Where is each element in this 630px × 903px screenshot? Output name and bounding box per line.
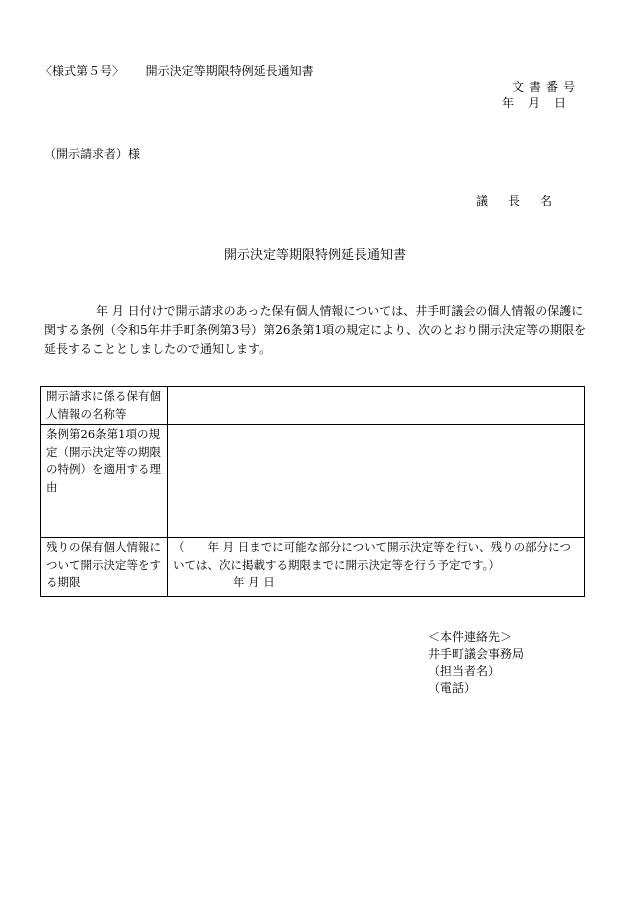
contact-person: （担当者名） xyxy=(428,664,501,678)
document-title: 開示決定等期限特例延長通知書 xyxy=(223,248,406,263)
table-row xyxy=(41,425,585,538)
form-number: 〈様式第５号〉 xyxy=(40,64,125,78)
table-row xyxy=(41,387,585,425)
document-number-label: 文書番号 xyxy=(511,80,580,94)
row-value xyxy=(168,387,585,425)
contact-heading: ＜本件連絡先＞ xyxy=(428,630,513,644)
form-header xyxy=(40,64,314,78)
contact-office: 井手町議会事務局 xyxy=(428,647,525,661)
row-value-cell xyxy=(168,538,585,597)
row-label: 残りの保有個人情報について開示決定等をする期限 xyxy=(41,538,168,597)
row-value: （ 年 月 日までに可能な部分について開示決定等を行い、残りの部分については、次に掲載する期限までに開示決定等を行う予定です。） xyxy=(173,540,571,572)
row-value xyxy=(168,425,585,538)
contact-phone: （電話） xyxy=(428,681,477,695)
contact-block xyxy=(428,629,524,697)
row-label: 条例第26条第1項の規定（開示決定等の期限の特例）を適用する理由 xyxy=(41,425,168,538)
table-row xyxy=(41,538,585,597)
row-label: 開示請求に係る保有個人情報の名称等 xyxy=(41,387,168,425)
deadline-date: 年 月 日 xyxy=(233,575,275,589)
date-label: 年月日 xyxy=(501,96,580,110)
chair-name: 議長名 xyxy=(475,194,572,208)
info-table xyxy=(40,386,585,597)
addressee: （開示請求者）様 xyxy=(44,147,141,161)
body-paragraph: 年 月 日付けで開示請求のあった保有個人情報については、井手町議会の個人情報の保護に関する条例（令和5年井手町条例第3号）第26条第1項の規定により、次のとおり開示決定等の期限を延長することとしましたので通知します。 xyxy=(44,304,587,356)
form-header-title: 開示決定等期限特例延長通知書 xyxy=(145,64,314,78)
